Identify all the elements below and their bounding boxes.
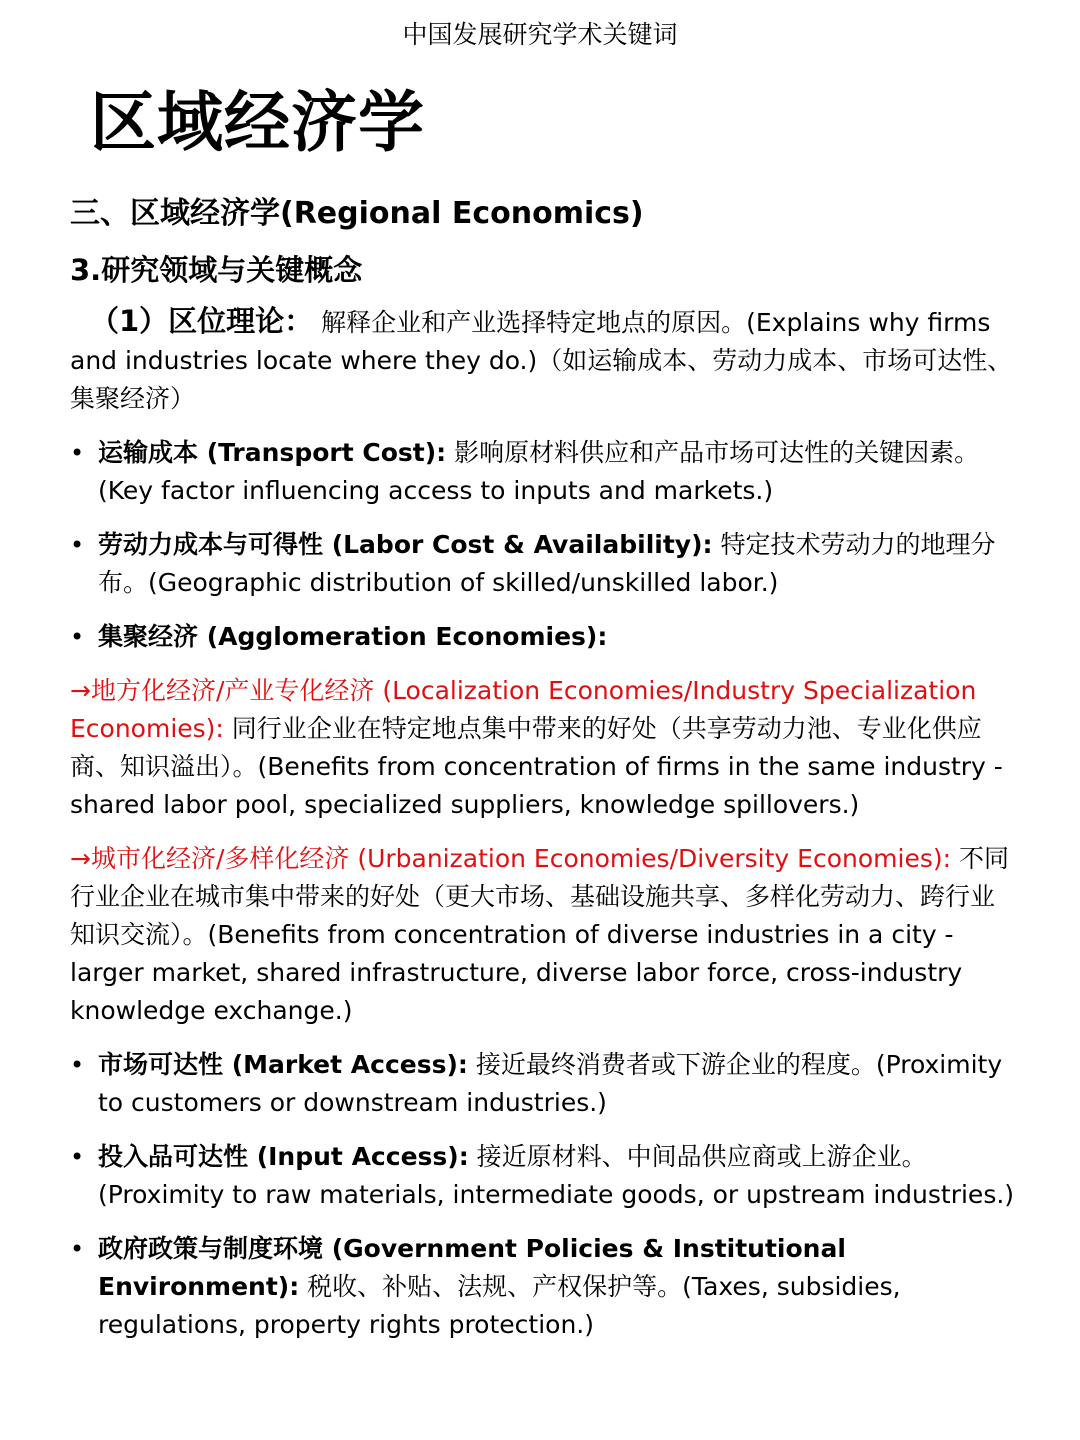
bullet-term: 投入品可达性 (Input Access): <box>98 1142 469 1171</box>
localization-term: →地方化经济/产业专化经济 (Localization Economies/Industry Specialization Economies): <box>70 676 977 743</box>
location-theory-text: 解释企业和产业选择特定地点的原因。(Explains why firms and industries locate where they do.)（如运输成本、劳动力成本、市场可达性、集聚经济） <box>70 308 1013 413</box>
bullet-term: 政府政策与制度环境 (Government Policies & Institutional Environment): <box>98 1234 846 1301</box>
subsection-heading: 3.研究领域与关键概念 <box>70 253 363 287</box>
localization-text: 同行业企业在特定地点集中带来的好处（共享劳动力池、专业化供应商、知识溢出）。(Benefits from concentration of firms in the same industry - shared labor pool, specialized suppliers, knowledge spillovers.) <box>70 714 1003 819</box>
bullet-term: 市场可达性 (Market Access): <box>98 1050 468 1079</box>
series-header: 中国发展研究学术关键词 <box>402 20 678 49</box>
section-heading: 三、区域经济学(Regional Economics) <box>70 196 644 231</box>
document-body <box>70 194 1018 1360</box>
urbanization-text: 不同行业企业在城市集中带来的好处（更大市场、基础设施共享、多样化劳动力、跨行业知识交流）。(Benefits from concentration of diverse industries in a city - larger market, shared infrastructure, diverse labor force, cross-industry knowledge exchange.) <box>70 844 1009 1025</box>
location-theory-paragraph <box>70 302 1018 418</box>
urbanization-paragraph <box>70 840 1018 1030</box>
localization-paragraph <box>70 672 1018 824</box>
bullet-text: 特定技术劳动力的地理分布。(Geographic distribution of skilled/unskilled labor.) <box>98 530 996 597</box>
bullet-agglomeration <box>70 618 1018 656</box>
bullet-text: 接近原材料、中间品供应商或上游企业。(Proximity to raw materials, intermediate goods, or upstream industries.) <box>98 1142 1015 1209</box>
page-title: 区域经济学 <box>90 84 425 161</box>
urbanization-term: →城市化经济/多样化经济 (Urbanization Economies/Diversity Economies): <box>70 844 952 873</box>
bullet-term: 劳动力成本与可得性 (Labor Cost & Availability): <box>98 530 713 559</box>
location-theory-name: （1）区位理论： <box>90 304 314 338</box>
bullet-text: 接近最终消费者或下游企业的程度。(Proximity to customers or downstream industries.) <box>98 1050 1003 1117</box>
bullet-term: 运输成本 (Transport Cost): <box>98 438 447 467</box>
bullet-labor-cost <box>70 526 1018 602</box>
bullet-government-policies <box>70 1230 1018 1344</box>
bullet-market-access <box>70 1046 1018 1122</box>
bullet-transport-cost <box>70 434 1018 510</box>
bullet-term: 集聚经济 (Agglomeration Economies): <box>98 622 608 651</box>
bullet-input-access <box>70 1138 1018 1214</box>
bullet-text: 税收、补贴、法规、产权保护等。(Taxes, subsidies, regulations, property rights protection.) <box>98 1272 901 1339</box>
bullet-text: 影响原材料供应和产品市场可达性的关键因素。(Key factor influencing access to inputs and markets.) <box>98 438 980 505</box>
